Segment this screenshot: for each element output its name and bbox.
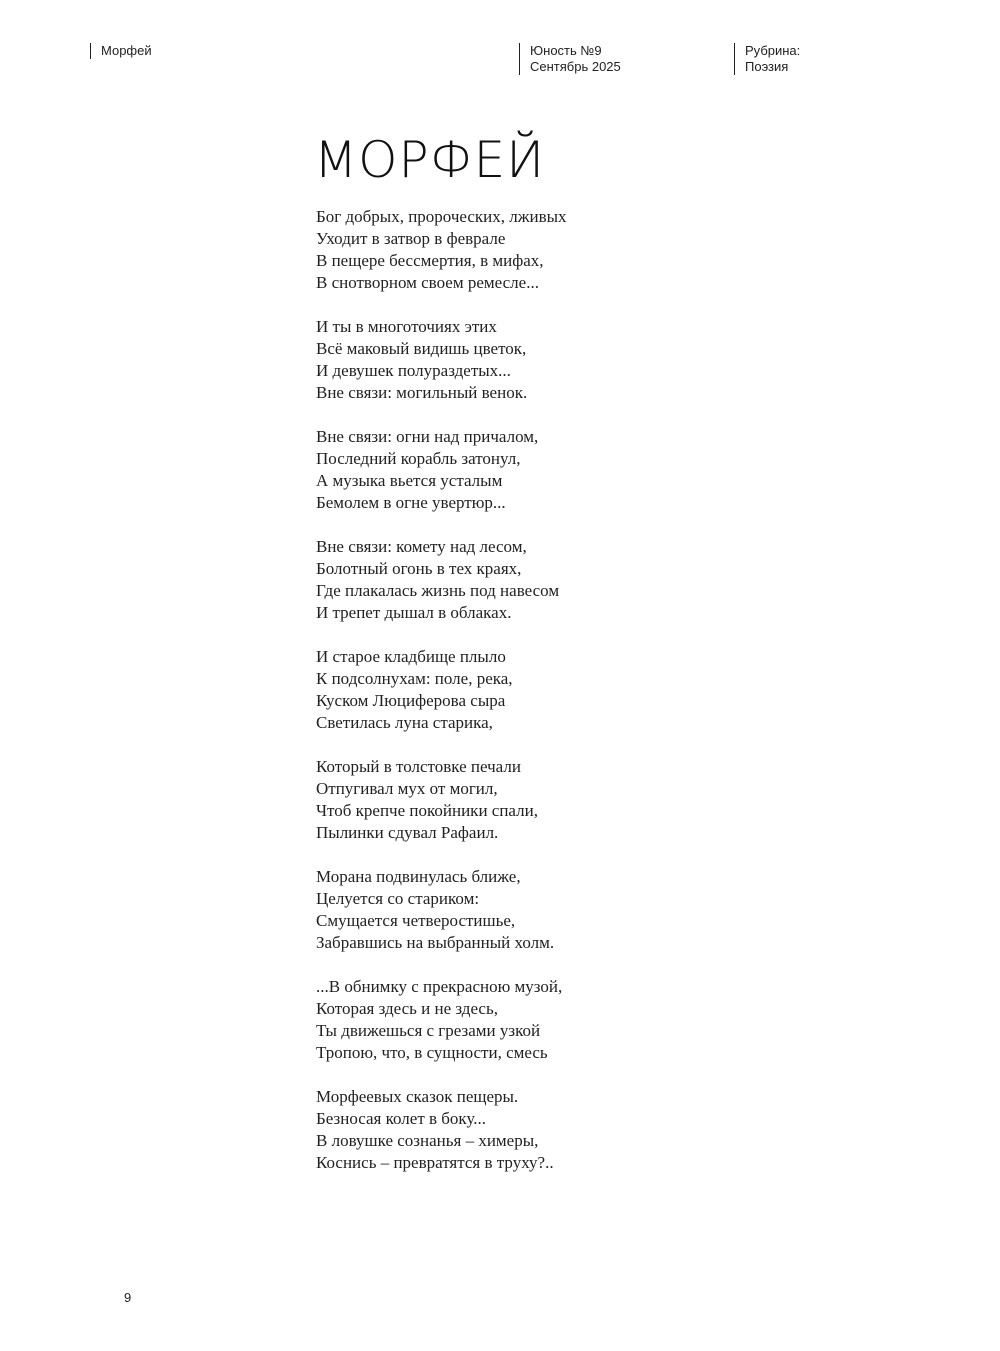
- poem-line: И трепет дышал в облаках.: [316, 603, 512, 622]
- poem-line: К подсолнухам: поле, река,: [316, 669, 513, 688]
- poem-line: ...В обнимку с прекрасною музой,: [316, 977, 563, 996]
- header-rubric-value: Поэзия: [745, 59, 789, 74]
- poem-line: Чтоб крепче покойники спали,: [316, 801, 538, 820]
- poem-line: А музыка вьется усталым: [316, 471, 503, 490]
- poem-line: Бог добрых, пророческих, лживых: [316, 207, 567, 226]
- poem-line: Забравшись на выбранный холм.: [316, 933, 555, 952]
- poem-line: Морана подвинулась ближе,: [316, 867, 521, 886]
- poem-line: Вне связи: комету над лесом,: [316, 537, 527, 556]
- poem-title: МОРФЕЙ: [314, 131, 545, 189]
- poem-line: В снотворном своем ремесле...: [316, 273, 539, 292]
- poem-line: И ты в многоточиях этих: [316, 317, 497, 336]
- poem-line: Светилась луна старика,: [316, 713, 493, 732]
- poem-line: Смущается четверостишье,: [316, 911, 516, 930]
- poem-stanza: [316, 1086, 736, 1174]
- poem-line: Уходит в затвор в феврале: [316, 229, 506, 248]
- poem-line: Который в толстовке печали: [316, 757, 521, 776]
- header-section-title-text: Морфей: [101, 43, 152, 58]
- header-rubric: [734, 43, 800, 75]
- poem-stanza: [316, 426, 736, 514]
- header-rubric-label: Рубрина:: [745, 43, 801, 58]
- poem-line: Вне связи: огни над причалом,: [316, 427, 539, 446]
- poem-line: Куском Люциферова сыра: [316, 691, 506, 710]
- poem-stanza: [316, 756, 736, 844]
- poem-stanza: [316, 316, 736, 404]
- poem-line: Последний корабль затонул,: [316, 449, 521, 468]
- poem-stanza: [316, 866, 736, 954]
- poem-line: Тропою, что, в сущности, смесь: [316, 1043, 548, 1062]
- poem-stanza: [316, 206, 736, 294]
- poem-line: Коснись – превратятся в труху?..: [316, 1153, 554, 1172]
- poem-line: Отпугивал мух от могил,: [316, 779, 498, 798]
- poem-line: И девушек полураздетых...: [316, 361, 511, 380]
- poem-line: В ловушке сознанья – химеры,: [316, 1131, 539, 1150]
- poem-line: Которая здесь и не здесь,: [316, 999, 498, 1018]
- header-section-title: [90, 43, 152, 59]
- poem-line: Ты движешься с грезами узкой: [316, 1021, 541, 1040]
- poem-line: И старое кладбище плыло: [316, 647, 506, 666]
- poem-line: Всё маковый видишь цветок,: [316, 339, 527, 358]
- header-issue-date: Сентябрь 2025: [530, 59, 621, 74]
- poem-stanza: [316, 976, 736, 1064]
- poem-body: [316, 206, 736, 1196]
- poem-line: Безносая колет в боку...: [316, 1109, 486, 1128]
- poem-line: В пещере бессмертия, в мифах,: [316, 251, 544, 270]
- poem-line: Болотный огонь в тех краях,: [316, 559, 522, 578]
- poem-line: Пылинки сдувал Рафаил.: [316, 823, 499, 842]
- poem-stanza: [316, 536, 736, 624]
- poem-line: Где плакалась жизнь под навесом: [316, 581, 560, 600]
- poem-line: Целуется со стариком:: [316, 889, 480, 908]
- poem-line: Морфеевых сказок пещеры.: [316, 1087, 519, 1106]
- poem-stanza: [316, 646, 736, 734]
- poem-line: Вне связи: могильный венок.: [316, 383, 528, 402]
- header-issue-info: [519, 43, 621, 75]
- header-issue-number: Юность №9: [530, 43, 602, 58]
- poem-line: Бемолем в огне увертюр...: [316, 493, 506, 512]
- page-number: 9: [124, 1290, 132, 1305]
